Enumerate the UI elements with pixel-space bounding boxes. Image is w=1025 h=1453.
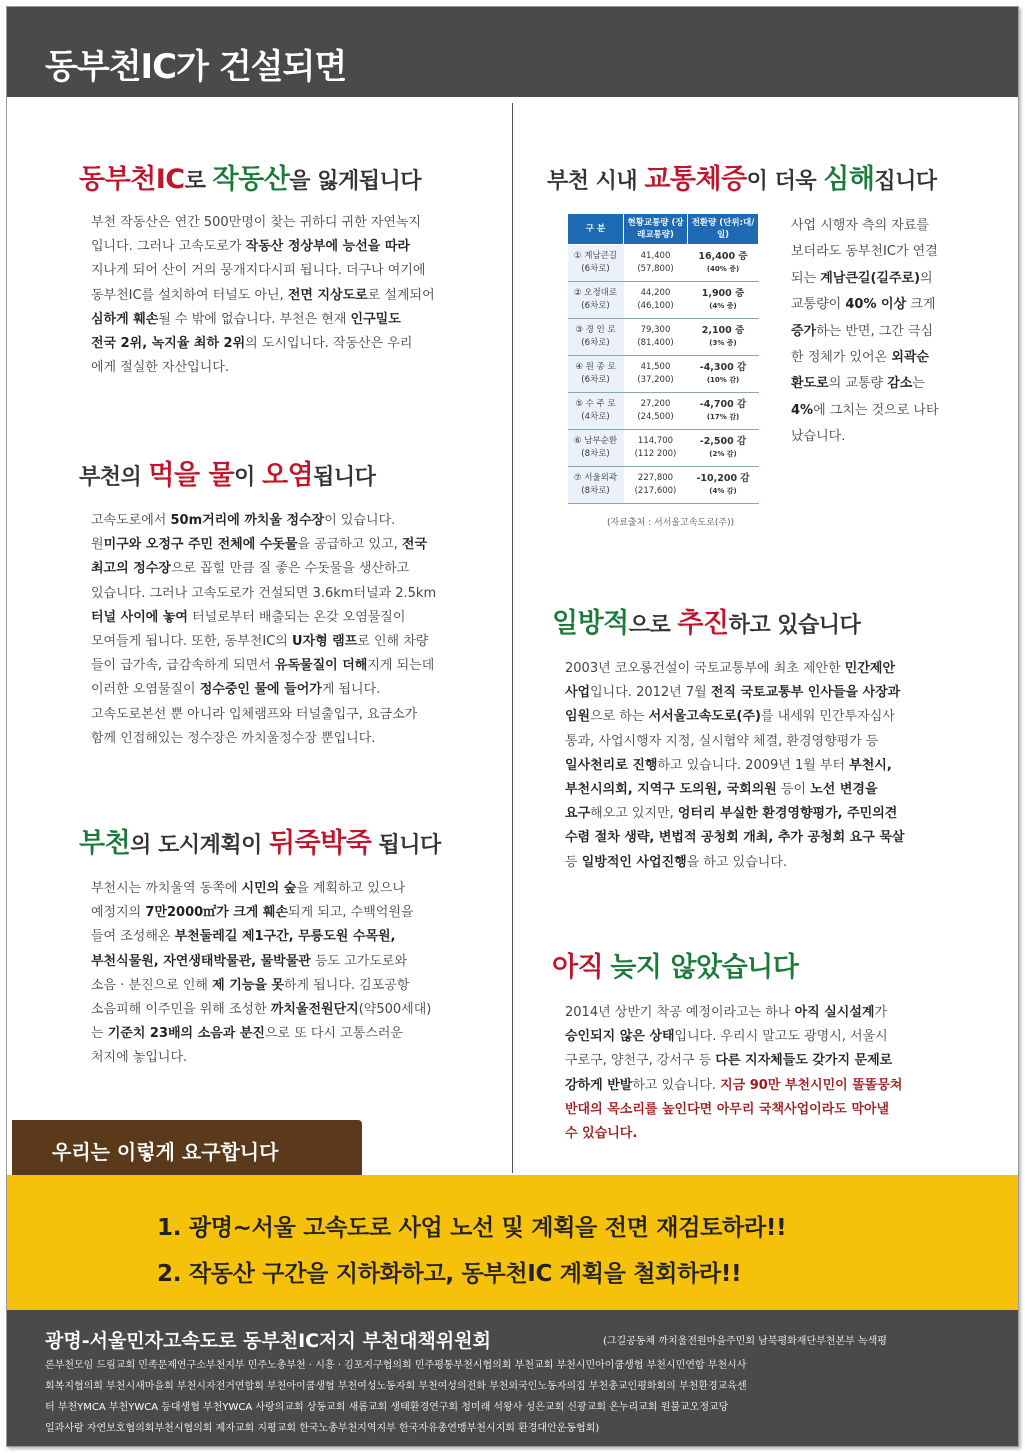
body-text: 의 교통량 xyxy=(828,376,888,392)
title-highlight: 추진 xyxy=(677,608,729,639)
section-title-jakdongsan xyxy=(79,157,421,196)
paragraph-line xyxy=(91,259,463,283)
paragraph-line xyxy=(91,582,463,606)
body-text: 부천 작동산은 연간 500만명이 찾는 귀하디 귀한 자연녹지 xyxy=(91,215,422,230)
paragraph-line xyxy=(91,509,463,533)
paragraph-line xyxy=(91,974,463,998)
title-highlight: 오염 xyxy=(262,460,314,491)
emphasized-text: 미구와 오정구 주민 전체에 수돗물 xyxy=(103,537,298,553)
cell-text: (40% 증) xyxy=(706,265,740,273)
paragraph-line xyxy=(791,398,971,424)
cell-text: -4,700 감 xyxy=(699,399,747,410)
title-text: 부천 시내 xyxy=(547,169,645,194)
paragraph-line xyxy=(791,213,971,239)
table-row xyxy=(568,282,759,319)
table-cell xyxy=(688,393,759,430)
body-text: 2014년 상반기 착공 예정이라고는 하나 xyxy=(565,1005,795,1020)
cell-text: (81,400) xyxy=(637,338,674,348)
paragraph-line xyxy=(91,1046,463,1070)
body-text: 처지에 놓입니다. xyxy=(91,1050,188,1066)
paragraph-line xyxy=(565,1025,949,1049)
emphasized-text: 전면 지상도로 xyxy=(287,287,368,303)
cell-text: ② 오정대로 xyxy=(573,288,618,298)
paragraph-line xyxy=(791,239,971,265)
body-text: 로 설계되어 xyxy=(367,287,435,303)
paragraph-line xyxy=(791,292,971,318)
paragraph-line xyxy=(91,356,463,380)
paragraph-line xyxy=(91,678,463,702)
title-highlight: 일방적 xyxy=(552,608,629,639)
demand-item: 1. 광명~서울 고속도로 사업 노선 및 계획을 전면 재검토하라!! xyxy=(157,1215,787,1241)
body-text: 에 그치는 것으로 나타 xyxy=(813,402,939,418)
section-title-not-too-late xyxy=(552,945,798,984)
cell-text: ④ 원 종 로 xyxy=(575,362,616,372)
title-text: 으로 xyxy=(628,613,678,638)
body-text: 있습니다. 그러나 고속도로가 건설되면 3.6km터널과 2.5km xyxy=(91,585,437,601)
paragraph-line xyxy=(565,1098,949,1122)
paragraph-line xyxy=(565,1122,949,1146)
body-text: 났습니다. xyxy=(791,429,846,445)
emphasized-text: 계남큰길(길주로) xyxy=(820,270,921,286)
paragraph-line xyxy=(791,345,971,371)
title-highlight: 심해 xyxy=(823,164,875,195)
paragraph-line xyxy=(91,1022,463,1046)
emphasized-text: 정수중인 물에 들어가 xyxy=(199,682,322,698)
emphasized-text: 유독물질이 더해 xyxy=(274,658,368,674)
cell-text: (2% 감) xyxy=(709,450,737,458)
paragraph-line xyxy=(791,319,971,345)
emphasized-text: 부천시의회, 지역구 도의원, 국회의원 xyxy=(565,782,777,798)
emphasized-text: 심하게 훼손 xyxy=(91,311,159,327)
paragraph-line xyxy=(565,851,949,875)
body-text: 보더라도 동부천IC가 연결 xyxy=(791,244,938,260)
paragraph-line xyxy=(791,371,971,397)
title-highlight: 아직 xyxy=(552,952,604,983)
title-highlight: 작동산 xyxy=(212,164,290,195)
cell-text: 41,500 xyxy=(640,362,671,372)
body-text: 를 내세워 민간투자심사 xyxy=(760,709,895,725)
body-text: 이 있습니다. xyxy=(324,513,396,528)
cell-text: -4,300 감 xyxy=(699,362,747,373)
body-text: 로 인해 차량 xyxy=(357,634,429,650)
paragraph-line xyxy=(565,1074,949,1098)
title-text: 의 도시계획이 xyxy=(130,833,270,858)
emphasized-text: 터널 사이에 놓여 xyxy=(91,609,188,625)
body-text: 교통량이 xyxy=(791,297,846,313)
cell-text: (4% 감) xyxy=(709,487,737,495)
paragraph-line xyxy=(91,308,463,332)
table-cell xyxy=(568,319,624,356)
cell-text: (112 200) xyxy=(634,449,677,459)
paragraph-line xyxy=(791,266,971,292)
emphasized-text: 외곽순 xyxy=(891,350,929,366)
table-cell xyxy=(688,356,759,393)
title-text: 집니다 xyxy=(874,169,937,194)
cell-text: 2,100 증 xyxy=(701,325,745,336)
table-cell xyxy=(688,467,759,504)
table-row xyxy=(568,467,759,504)
body-text: (약500세대) xyxy=(358,1002,432,1018)
table-cell xyxy=(688,245,759,282)
cell-text: (46,100) xyxy=(637,301,674,311)
table-cell xyxy=(624,356,688,393)
paragraph-line xyxy=(565,657,949,681)
body-text: 하는 반면, 그간 극심 xyxy=(816,323,934,339)
paragraph-line xyxy=(91,901,463,925)
emphasized-text: 서서울고속도로(주) xyxy=(648,709,761,725)
cell-text: -2,500 감 xyxy=(699,436,747,447)
table-cell xyxy=(568,282,624,319)
emphasized-text: 다른 지자체들도 갖가지 문제로 xyxy=(715,1053,893,1069)
body-text: 지게 되는데 xyxy=(367,658,435,674)
body-text: 구로구, 양천구, 강서구 등 xyxy=(565,1053,716,1069)
body-text: 하고 있습니다. xyxy=(632,1077,721,1093)
emphasized-text: 아직 실시설계 xyxy=(794,1005,875,1020)
table-body xyxy=(568,245,759,504)
body-text: 는 xyxy=(91,1026,108,1042)
paragraph-line xyxy=(91,998,463,1022)
flyer-page xyxy=(6,6,1019,1447)
table-cell xyxy=(568,245,624,282)
title-text: 이 더욱 xyxy=(746,169,824,194)
emphasized-text: 사업 xyxy=(565,685,591,701)
cell-text: 44,200 xyxy=(640,288,671,298)
paragraph-line xyxy=(565,1049,949,1073)
emphasized-text: 엉터리 부실한 환경영향평가, 주민의견 xyxy=(677,806,898,822)
emphasized-text: 전국 xyxy=(401,537,428,553)
emphasized-text: 시민의 숲 xyxy=(241,881,297,896)
paragraph-line xyxy=(91,211,463,235)
cell-text: (8차로) xyxy=(581,486,610,496)
section-title-urban-planning xyxy=(79,821,441,860)
title-text: 이 xyxy=(234,465,262,490)
emphasized-text: 임원 xyxy=(565,709,591,725)
emphasized-text: 4% xyxy=(791,402,814,418)
demands-label xyxy=(12,1120,362,1175)
body-text: 하게 됩니다. 김포공항 xyxy=(283,977,410,993)
emphasized-text: 50m거리에 까치울 정수장 xyxy=(170,513,325,528)
body-text: 사업 시행자 측의 자료를 xyxy=(791,218,929,233)
cell-text: (4차로) xyxy=(581,412,610,422)
body-text: 한 정체가 있어온 xyxy=(791,350,892,366)
paragraph-not-too-late xyxy=(565,1001,949,1146)
section-title-one-sided xyxy=(552,601,860,640)
emphasized-text: 최고의 정수장 xyxy=(91,561,171,577)
paragraph-line xyxy=(791,424,971,450)
body-text: 들여 조성해온 xyxy=(91,929,175,945)
paragraph-line xyxy=(91,950,463,974)
cell-text: ③ 경 인 로 xyxy=(575,325,616,335)
body-text: 지나게 되어 산이 거의 뭉개지다시피 됩니다. 더구나 여기에 xyxy=(91,263,426,279)
emphasized-text: 부천시, xyxy=(849,757,892,773)
paragraph-line xyxy=(91,557,463,581)
member-list-line: 론부천모임 드림교회 민족문제연구소부천지부 민주노총부천 · 시흥 · 김포지구협의회 민주평통부천시협의회 부천교회 부천시민아이쿱생협 부천시민연합 부천시사 xyxy=(45,1360,747,1371)
title-highlight: 먹을 물 xyxy=(148,460,235,491)
table-cell xyxy=(568,430,624,467)
body-text: 소음피해 이주민을 위해 조성한 xyxy=(91,1002,271,1018)
cell-text: 79,300 xyxy=(640,325,671,335)
body-text: 예정지의 xyxy=(91,905,146,921)
member-list-line: 일과사람 자연보호협의회부천시협의회 제자교회 지평교회 한국노총부천지역지부 한국자유총연맹부천시지회 환경대안운동협회) xyxy=(45,1423,600,1434)
body-text: 되게 되고, 수백억원을 xyxy=(288,905,414,921)
cell-text: (8차로) xyxy=(581,449,610,459)
paragraph-line xyxy=(91,284,463,308)
emphasized-text: 승인되지 않은 상태 xyxy=(565,1029,675,1045)
table-cell xyxy=(568,393,624,430)
title-highlight: 동부천IC xyxy=(79,164,185,195)
cell-text: 1,900 증 xyxy=(701,288,745,299)
body-text: 등도 고가도로와 xyxy=(310,953,408,969)
organization-name: 광명-서울민자고속도로 동부천IC저지 부천대책위원회 xyxy=(45,1330,491,1352)
table-header-cell: 전환량 (단위:대/일) xyxy=(688,214,759,245)
body-text: 2003년 코오롱건설이 국토교통부에 최초 제안한 xyxy=(565,661,845,676)
body-text: 되는 xyxy=(791,270,821,286)
body-text: 의 xyxy=(920,270,933,286)
section-title-drinking-water xyxy=(79,453,375,492)
paragraph-line xyxy=(91,727,463,751)
title-text: 부천의 xyxy=(79,465,149,490)
title-highlight: 뒤죽박죽 xyxy=(269,828,372,859)
table-cell xyxy=(624,393,688,430)
paragraph-traffic xyxy=(791,213,971,451)
emphasized-text: 작동산 정상부에 능선을 따라 xyxy=(245,239,410,255)
paragraph-line xyxy=(91,332,463,356)
body-text: 터널로부터 배출되는 온갖 오염물질이 xyxy=(187,609,406,625)
cell-text: 41,400 xyxy=(640,251,671,261)
body-text: 하고 있습니다. 2009년 1월 부터 xyxy=(657,757,850,773)
emphasized-text: 전국 2위, 녹지율 최하 2위 xyxy=(91,336,246,352)
column-divider xyxy=(512,103,513,1173)
demands-band xyxy=(7,1175,1018,1310)
body-text: 등 xyxy=(565,854,582,870)
table-cell xyxy=(688,319,759,356)
table-cell xyxy=(624,467,688,504)
title-highlight: 교통체증 xyxy=(644,164,747,195)
paragraph-line xyxy=(565,730,949,754)
paragraph-line xyxy=(565,802,949,826)
paragraph-line xyxy=(91,235,463,259)
table-row xyxy=(568,319,759,356)
table-row xyxy=(568,245,759,282)
cell-text: (57,800) xyxy=(637,264,674,274)
table-cell xyxy=(624,319,688,356)
table-header-cell: 구 분 xyxy=(568,214,624,245)
cell-text: 114,700 xyxy=(637,436,674,446)
table-source-note: (자료출처 : 서서울고속도로(주)) xyxy=(607,518,735,528)
title-highlight: 늦지 않았습니다 xyxy=(610,952,799,983)
table-row xyxy=(568,430,759,467)
table-cell xyxy=(624,282,688,319)
emphasized-text: 수 있습니다. xyxy=(565,1126,638,1142)
cell-text: (3% 증) xyxy=(709,339,737,347)
paragraph-line xyxy=(91,654,463,678)
paragraph-line xyxy=(91,703,463,727)
title-highlight: 부천 xyxy=(79,828,131,859)
cell-text: 227,800 xyxy=(637,473,674,483)
cell-text: (37,200) xyxy=(637,375,674,385)
table-cell xyxy=(688,430,759,467)
paragraph-line xyxy=(565,1001,949,1025)
emphasized-text: 감소 xyxy=(887,376,913,392)
body-text: 으로 또 다시 고통스러운 xyxy=(264,1026,403,1042)
paragraph-line xyxy=(565,705,949,729)
title-text: 하고 있습니다 xyxy=(728,613,861,638)
emphasized-text: 증가 xyxy=(791,323,817,339)
body-text: 소음 · 분진으로 인해 xyxy=(91,977,213,993)
paragraph-line xyxy=(91,533,463,557)
emphasized-text: 민간제안 xyxy=(844,661,896,676)
emphasized-text: U자형 램프 xyxy=(291,634,358,650)
table-header-row xyxy=(568,214,759,245)
paragraph-line xyxy=(91,877,463,901)
body-text: 가 xyxy=(874,1005,887,1020)
body-text: 게 됩니다. xyxy=(321,682,381,698)
body-text: 을 계획하고 있으나 xyxy=(296,881,406,896)
cell-text: (24,500) xyxy=(637,412,674,422)
body-text: 입니다. 그러나 고속도로가 xyxy=(91,239,246,255)
member-list-intro: (그길공동체 까치울전원마을주민회 남북평화재단부천본부 녹색평 xyxy=(603,1336,887,1347)
title-text: 됩니다 xyxy=(313,465,376,490)
emphasized-text: 7만2000㎡가 크게 훼손 xyxy=(145,905,289,921)
cell-text: ① 계남큰길 xyxy=(573,251,618,261)
cell-text: (6차로) xyxy=(581,375,610,385)
body-text: 을 공급하고 있고, xyxy=(297,537,402,553)
cell-text: 16,400 증 xyxy=(698,251,748,262)
emphasized-text: 반대의 목소리를 높인다면 아무리 국책사업이라도 막아낼 xyxy=(565,1101,890,1117)
body-text: 동부천IC를 설치하여 터널도 아닌, xyxy=(91,287,288,303)
cell-text: ⑥ 남부순환 xyxy=(573,436,618,446)
body-text: 으로 꼽힐 만큼 질 좋은 수돗물을 생산하고 xyxy=(170,561,410,577)
body-text: 으로 하는 xyxy=(590,709,649,725)
body-text: 입니다. 2012년 7월 xyxy=(590,685,711,701)
paragraph-line xyxy=(91,606,463,630)
body-text: 이러한 오염물질이 xyxy=(91,682,200,698)
emphasized-text: 강하게 반발 xyxy=(565,1077,633,1093)
body-text: 에게 절실한 자산입니다. xyxy=(91,360,229,376)
body-text: 고속도로본선 뿐 아니라 입체램프와 터널출입구, 요금소가 xyxy=(91,706,418,722)
paragraph-line xyxy=(565,681,949,705)
section-title-traffic xyxy=(547,157,937,196)
table-header-cell: 현황교통량 (장래교통량) xyxy=(624,214,688,245)
emphasized-text: 부천둘레길 제1구간, 무릉도원 수목원, xyxy=(174,929,396,945)
title-text: 을 잃게됩니다 xyxy=(289,169,421,194)
body-text: 부천시는 까치울역 동쪽에 xyxy=(91,881,242,896)
body-text: 될 수 밖에 없습니다. 부천은 현재 xyxy=(158,311,351,327)
emphasized-text: 수렴 절차 생략, 변법적 공청회 개최, 추가 공청회 요구 묵살 xyxy=(565,830,905,846)
body-text: 등이 xyxy=(776,782,811,798)
emphasized-text: 전직 국토교통부 인사들을 사장과 xyxy=(710,685,901,701)
body-text: 함께 인접해있는 정수장은 까치울정수장 뿐입니다. xyxy=(91,730,376,746)
cell-text: (4% 증) xyxy=(709,302,737,310)
paragraph-line xyxy=(565,754,949,778)
paragraph-line xyxy=(91,630,463,654)
cell-text: 27,200 xyxy=(640,399,671,409)
emphasized-text: 일방적인 사업진행 xyxy=(581,854,687,870)
table-cell xyxy=(568,467,624,504)
body-text: 을 하고 있습니다. xyxy=(686,854,788,870)
table-cell xyxy=(688,282,759,319)
body-text: 해오고 있지만, xyxy=(590,806,678,822)
table-row xyxy=(568,393,759,430)
cell-text: -10,200 감 xyxy=(696,473,750,484)
body-text: 크게 xyxy=(906,297,936,313)
footer-organizations xyxy=(7,1310,1018,1447)
cell-text: (17% 감) xyxy=(706,413,740,421)
paragraph-one-sided xyxy=(565,657,949,875)
emphasized-text: 40% 이상 xyxy=(845,297,907,313)
member-list-line: 회복지협의회 부천시새마을회 부천시자전거연합회 부천아이쿱생협 부천여성노동자회 부천여성의전화 부천외국인노동자의집 부천총교인평화회의 부천환경교육센 xyxy=(45,1381,747,1392)
paragraph-line xyxy=(91,925,463,949)
cell-text: (6차로) xyxy=(581,338,610,348)
body-text: 모여들게 됩니다. 또한, 동부천IC의 xyxy=(91,634,292,650)
table-row xyxy=(568,356,759,393)
body-text: 통과, 사업시행자 지정, 실시협약 체결, 환경영향평가 등 xyxy=(565,733,879,749)
body-text: 들이 급가속, 급감속하게 되면서 xyxy=(91,658,275,674)
demand-item: 2. 작동산 구간을 지하화하고, 동부천IC 계획을 철회하라!! xyxy=(157,1261,742,1287)
paragraph-urban-planning xyxy=(91,877,463,1071)
cell-text: (10% 감) xyxy=(706,376,740,384)
body-text: 원 xyxy=(91,537,104,553)
page-title: 동부천IC가 건설되면 xyxy=(45,47,347,87)
emphasized-text: 기준치 23배의 소음과 분진 xyxy=(107,1026,265,1042)
cell-text: (6차로) xyxy=(581,264,610,274)
emphasized-text: 까치울전원단지 xyxy=(270,1002,359,1018)
table-cell xyxy=(624,430,688,467)
emphasized-text: 부천식물원, 자연생태박물관, 물박물관 xyxy=(91,953,311,969)
emphasized-text: 인구밀도 xyxy=(350,311,401,327)
body-text: 는 xyxy=(912,376,925,392)
paragraph-jakdongsan xyxy=(91,211,463,380)
emphasized-text: 지금 90만 부천시민이 똘똘뭉쳐 xyxy=(720,1077,903,1093)
body-text: 고속도로에서 xyxy=(91,513,171,528)
emphasized-text: 제 기능을 못 xyxy=(212,977,284,993)
title-text: 됩니다 xyxy=(371,833,441,858)
demands-label-text: 우리는 이렇게 요구합니다 xyxy=(52,1140,279,1164)
emphasized-text: 환도로 xyxy=(791,376,829,392)
body-text: 입니다. 우리시 말고도 광명시, 서울시 xyxy=(674,1029,888,1045)
paragraph-line xyxy=(565,826,949,850)
emphasized-text: 일사천리로 진행 xyxy=(565,757,658,773)
traffic-volume-table xyxy=(567,213,759,504)
cell-text: ⑤ 수 주 로 xyxy=(575,399,616,409)
body-text: 의 도시입니다. 작동산은 우리 xyxy=(245,336,413,352)
cell-text: (6차로) xyxy=(581,301,610,311)
emphasized-text: 요구 xyxy=(565,806,591,822)
member-list-line: 터 부천YMCA 부천YWCA 등대생협 부천YWCA 사랑의교회 상동교회 새롬교회 생태환경연구회 청미래 석왕사 성은교회 신광교회 온누리교회 원불교오정교당 xyxy=(45,1402,729,1413)
header-bar xyxy=(7,7,1018,97)
paragraph-drinking-water xyxy=(91,509,463,751)
title-text: 로 xyxy=(184,169,213,194)
paragraph-line xyxy=(565,778,949,802)
cell-text: (217,600) xyxy=(634,486,677,496)
cell-text: ⑦ 서울외곽 xyxy=(573,473,618,483)
table-cell xyxy=(624,245,688,282)
table-cell xyxy=(568,356,624,393)
emphasized-text: 노선 변경을 xyxy=(810,782,878,798)
